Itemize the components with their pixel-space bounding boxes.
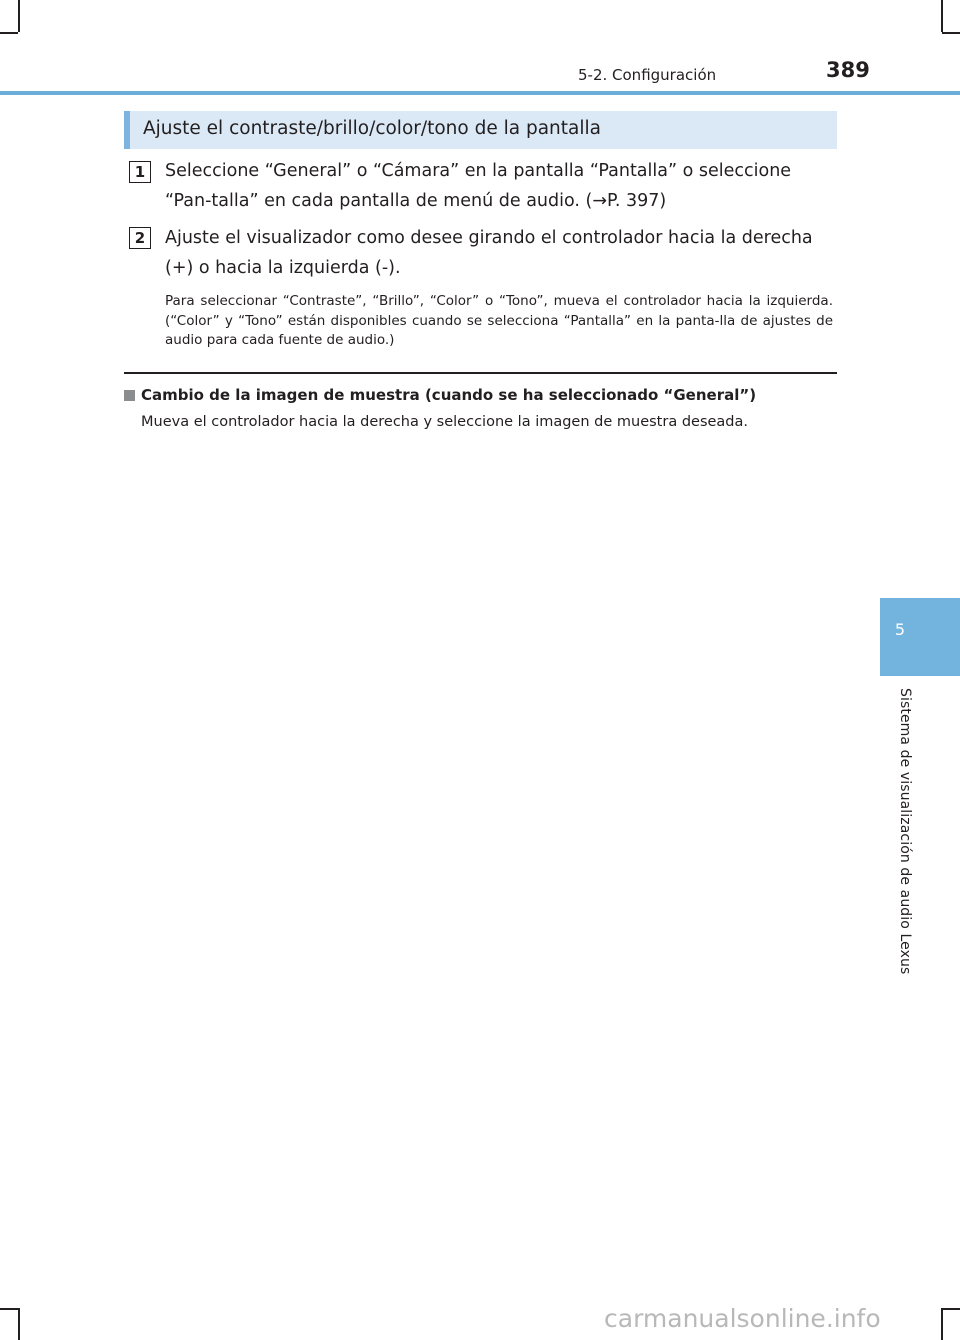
chapter-number: 5 xyxy=(894,620,906,639)
header-rule xyxy=(0,91,960,95)
page-header xyxy=(0,56,870,92)
subsection-text: Mueva el controlador hacia la derecha y seleccione la imagen de muestra deseada. xyxy=(141,414,749,430)
crop-mark-tr-v xyxy=(941,0,943,32)
step-text xyxy=(165,156,835,216)
step-note: Para seleccionar “Contraste”, “Brillo”, “Color” o “Tono”, mueva el controlador hacia la izquierda. (“Color” y “Tono” están disponibles cuando se selecciona “Pantalla” en la panta-lla de ajustes de audio para cada fuente de audio.) xyxy=(165,293,833,348)
crop-mark-tl-v xyxy=(18,0,20,32)
chapter-tab xyxy=(880,598,960,676)
step-number-badge: 2 xyxy=(129,227,151,249)
page-number: 389 xyxy=(826,58,870,82)
crop-mark-bl-h xyxy=(0,1308,18,1310)
step-text: Ajuste el visualizador como desee girando el controlador hacia la derecha (+) o hacia la izquierda (-). xyxy=(165,228,813,278)
step-text-body: Seleccione “General” o “Cámara” en la pantalla “Pantalla” o seleccione “Pan-talla” en cada pantalla de menú de audio. ( xyxy=(165,161,792,211)
subsection-title: Cambio de la imagen de muestra (cuando se ha seleccionado “General”) xyxy=(141,386,757,404)
crop-mark-br-v xyxy=(941,1308,943,1340)
page-reference-link[interactable]: P. 397) xyxy=(607,191,667,211)
crop-mark-tr-h xyxy=(942,32,960,34)
step-number-badge: 1 xyxy=(129,161,151,183)
section-heading xyxy=(124,111,837,149)
crop-mark-bl-v xyxy=(18,1308,20,1340)
section-label: 5-2. Configuración xyxy=(578,66,717,84)
watermark: carmanualsonline.info xyxy=(604,1304,881,1333)
chapter-title: Sistema de visualización de audio Lexus xyxy=(897,688,913,975)
crop-mark-tl-h xyxy=(0,32,18,34)
crop-mark-br-h xyxy=(942,1308,960,1310)
square-bullet-icon xyxy=(124,390,135,401)
section-divider xyxy=(124,372,837,374)
section-heading-text: Ajuste el contraste/brillo/color/tono de la pantalla xyxy=(143,118,601,139)
reference-arrow-icon: → xyxy=(592,191,608,211)
